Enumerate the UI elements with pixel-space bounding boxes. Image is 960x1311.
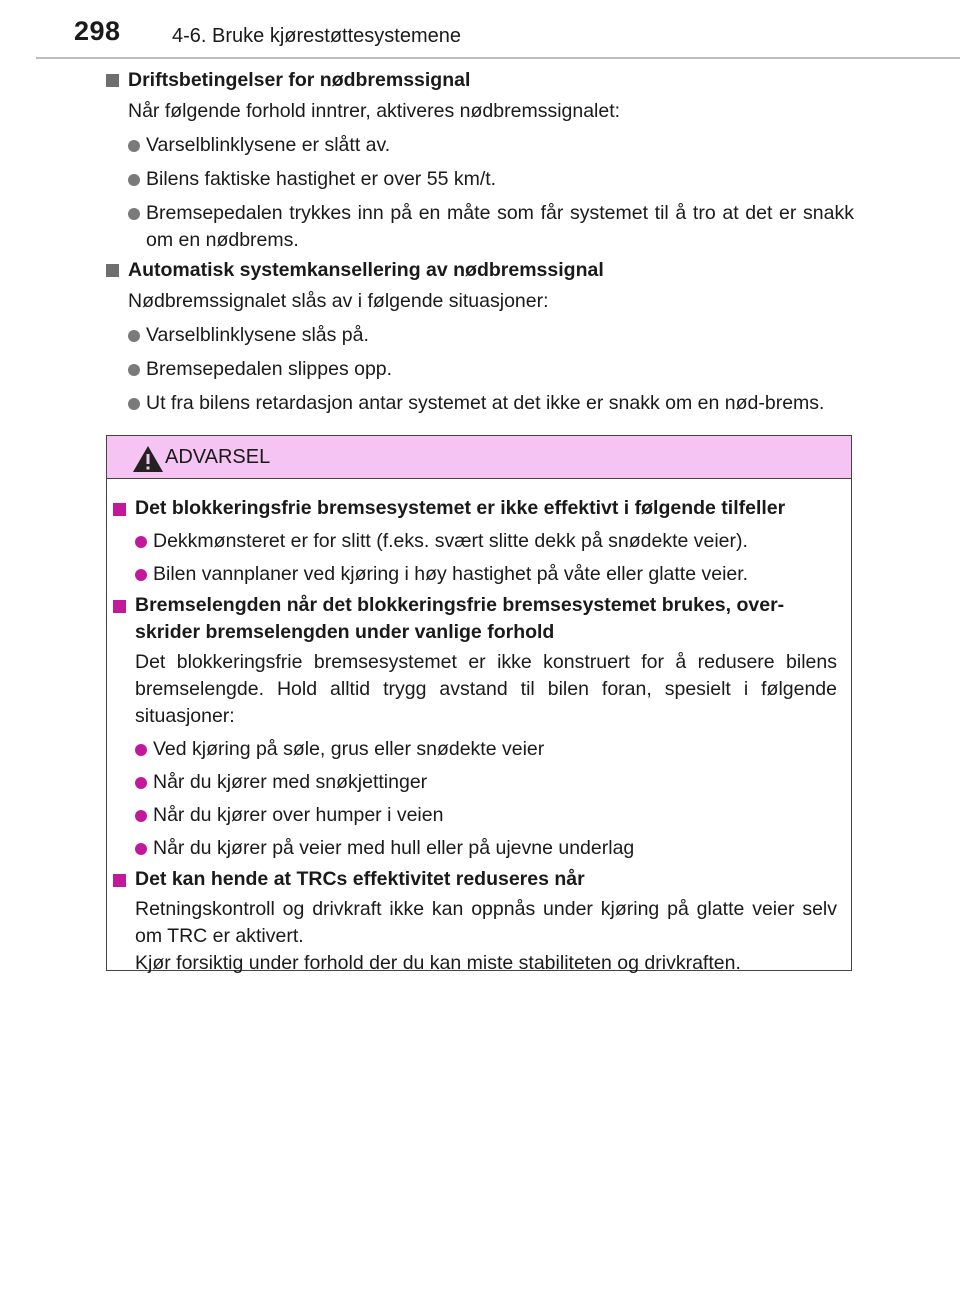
circle-bullet-icon: [128, 398, 140, 410]
chapter-title: 4-6. Bruke kjørestøttesystemene: [172, 25, 461, 47]
warning-body: [107, 479, 851, 977]
header-rule: [36, 57, 960, 59]
list-item: Ut fra bilens retardasjon antar systemet at det ikke er snakk om en nød-brems.: [106, 390, 854, 417]
circle-bullet-icon: [135, 810, 147, 822]
list-item: Dekkmønsteret er for slitt (f.eks. svært slitte dekk på snødekte veier).: [113, 528, 837, 555]
circle-bullet-icon: [128, 140, 140, 152]
list-item: Varselblinklysene er slått av.: [106, 132, 854, 159]
warning-section-heading: Bremselengden når det blokkeringsfrie bremsesystemet brukes, over-skrider bremselengden under vanlige forhold: [113, 592, 837, 646]
circle-bullet-icon: [135, 744, 147, 756]
list-item: Ved kjøring på søle, grus eller snødekte veier: [113, 736, 837, 763]
list-item: Varselblinklysene slås på.: [106, 322, 854, 349]
page-number: 298: [74, 16, 121, 46]
warning-header: [107, 436, 851, 479]
list-item: Når du kjører på veier med hull eller på ujevne underlag: [113, 835, 837, 862]
warning-text: Kjør forsiktig under forhold der du kan miste stabiliteten og drivkraften.: [135, 952, 741, 974]
list-item: Bremsepedalen trykkes inn på en måte som får systemet til å tro at det er snakk om en nødbrems.: [106, 200, 854, 254]
square-bullet-icon: [113, 600, 126, 613]
section-heading: Driftsbetingelser for nødbremssignal: [106, 66, 854, 95]
list-item: Når du kjører med snøkjettinger: [113, 769, 837, 796]
main-content: [106, 64, 854, 417]
square-bullet-icon: [106, 74, 119, 87]
circle-bullet-icon: [128, 174, 140, 186]
warning-text: Retningskontroll og drivkraft ikke kan oppnås under kjøring på glatte veier selv om TRC er aktivert.: [135, 898, 837, 947]
list-item: Bremsepedalen slippes opp.: [106, 356, 854, 383]
circle-bullet-icon: [135, 843, 147, 855]
section-intro: Når følgende forhold inntrer, aktiveres nødbremssignalet:: [128, 100, 621, 122]
warning-text: Det blokkeringsfrie bremsesystemet er ikke konstruert for å redusere bilens bremselengde. Hold alltid trygg avstand til bilen foran, spesielt i følgende situasjoner:: [135, 651, 837, 727]
list-item: Bilen vannplaner ved kjøring i høy hastighet på våte eller glatte veier.: [113, 561, 837, 588]
circle-bullet-icon: [128, 330, 140, 342]
warning-section-heading: Det kan hende at TRCs effektivitet reduseres når: [113, 866, 837, 893]
square-bullet-icon: [113, 874, 126, 887]
page-header: [0, 0, 960, 58]
list-item: Når du kjører over humper i veien: [113, 802, 837, 829]
circle-bullet-icon: [135, 536, 147, 548]
section-intro: Nødbremssignalet slås av i følgende situasjoner:: [128, 290, 549, 312]
warning-title: ADVARSEL: [165, 446, 271, 468]
list-item: Bilens faktiske hastighet er over 55 km/t.: [106, 166, 854, 193]
circle-bullet-icon: [135, 569, 147, 581]
square-bullet-icon: [113, 503, 126, 516]
circle-bullet-icon: [135, 777, 147, 789]
warning-box: [106, 435, 852, 974]
warning-section-heading: Det blokkeringsfrie bremsesystemet er ikke effektivt i følgende tilfeller: [113, 495, 837, 522]
section-heading: Automatisk systemkansellering av nødbremssignal: [106, 256, 854, 285]
circle-bullet-icon: [128, 208, 140, 220]
square-bullet-icon: [106, 264, 119, 277]
circle-bullet-icon: [128, 364, 140, 376]
warning-triangle-icon: [131, 444, 165, 474]
